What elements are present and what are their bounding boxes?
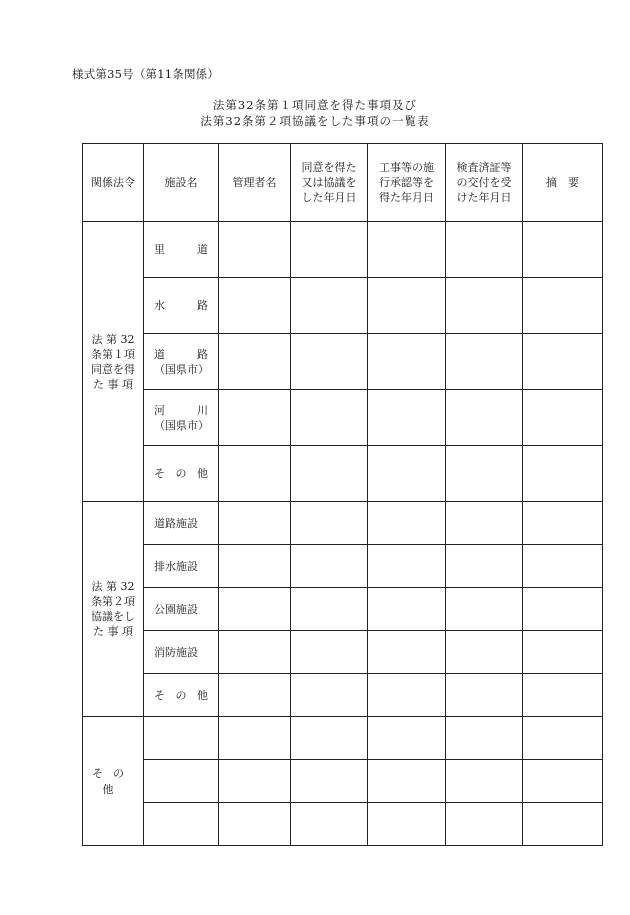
entry-cell[interactable]	[219, 446, 291, 502]
entry-cell[interactable]	[523, 278, 603, 334]
column-header-line: 行承認等を	[379, 176, 434, 189]
facility-name-text	[154, 559, 208, 574]
table-row	[83, 803, 603, 846]
facility-name-part: の	[175, 467, 187, 480]
entry-cell[interactable]	[446, 631, 523, 674]
facility-name-text	[154, 602, 208, 617]
entry-cell[interactable]	[219, 631, 291, 674]
entry-cell[interactable]	[291, 588, 368, 631]
entry-cell[interactable]	[446, 717, 523, 760]
title-line-2: 法第32条第２項協議をした事項の一覧表	[200, 114, 430, 128]
table-row	[83, 502, 603, 545]
column-header-line: 施設名	[164, 176, 198, 189]
column-header-line: 得た年月日	[379, 191, 434, 204]
facility-name-part: 他	[197, 688, 208, 702]
table-row	[83, 334, 603, 390]
header-row	[83, 144, 603, 222]
entry-cell[interactable]	[446, 446, 523, 502]
facility-name	[144, 334, 219, 390]
law-group-label-line: 協議をし	[91, 610, 135, 623]
law-group-label-line: 条第２項	[91, 595, 135, 608]
entry-cell[interactable]	[368, 545, 446, 588]
facility-name-part: そ	[154, 467, 165, 480]
law-group-label	[83, 502, 144, 717]
facility-name-line	[154, 362, 208, 377]
facility-name-line	[154, 298, 208, 313]
law-group-label-line: た 事 項	[93, 625, 133, 638]
entry-cell[interactable]	[291, 390, 368, 446]
entry-cell[interactable]	[219, 674, 291, 717]
column-header	[83, 144, 144, 222]
entry-cell[interactable]	[368, 588, 446, 631]
entry-cell[interactable]	[291, 631, 368, 674]
facility-name	[144, 390, 219, 446]
entry-cell[interactable]	[446, 760, 523, 803]
entry-cell[interactable]	[523, 390, 603, 446]
entry-cell[interactable]	[368, 674, 446, 717]
document-title	[0, 97, 630, 129]
table-row	[83, 222, 603, 278]
facility-name-part: 公園施設	[154, 602, 198, 616]
column-header	[368, 144, 446, 222]
facility-name-line	[154, 559, 208, 574]
entry-cell[interactable]	[368, 222, 446, 278]
facility-name	[144, 278, 219, 334]
entry-cell[interactable]	[144, 803, 219, 846]
column-header-line: 関係法令	[91, 176, 135, 189]
entry-cell[interactable]	[219, 222, 291, 278]
column-header-line: 管理者名	[232, 176, 277, 189]
facility-name-part: の	[175, 688, 187, 702]
facility-name	[144, 674, 219, 717]
entry-cell[interactable]	[291, 334, 368, 390]
column-header-line: した年月日	[301, 191, 357, 204]
entry-cell[interactable]	[368, 278, 446, 334]
facility-name-line	[154, 688, 208, 703]
entry-cell[interactable]	[291, 717, 368, 760]
column-header-line: の交付を受	[456, 176, 512, 189]
table-row	[83, 545, 603, 588]
entry-cell[interactable]	[446, 278, 523, 334]
facility-name-part: 里	[154, 243, 165, 256]
facility-name-part: 川	[197, 403, 208, 417]
entry-cell[interactable]	[368, 760, 446, 803]
facility-name	[144, 222, 219, 278]
column-header-line: けた年月日	[456, 191, 512, 204]
entry-cell[interactable]	[523, 502, 603, 545]
entry-cell[interactable]	[523, 674, 603, 717]
column-header-line: 工事等の施	[379, 161, 434, 174]
facility-name-text	[154, 516, 208, 531]
facility-name-line	[154, 466, 208, 481]
table-row	[83, 717, 603, 760]
entry-cell[interactable]	[523, 222, 603, 278]
entry-cell[interactable]	[291, 278, 368, 334]
facility-name-part: 排水施設	[154, 559, 198, 573]
facility-name-part: そ	[154, 688, 165, 702]
entry-cell[interactable]	[219, 334, 291, 390]
facility-name-line	[154, 403, 208, 418]
facility-name-text	[154, 403, 208, 433]
entry-cell[interactable]	[219, 717, 291, 760]
entry-cell[interactable]	[446, 502, 523, 545]
facility-name-part: 道	[154, 347, 165, 361]
table-row	[83, 760, 603, 803]
facility-name-text	[154, 347, 208, 377]
facility-name-text	[154, 242, 208, 257]
facility-name-text	[154, 466, 208, 481]
facility-name	[144, 545, 219, 588]
column-header-line: 検査済証等	[456, 161, 512, 174]
entry-cell[interactable]	[368, 390, 446, 446]
entry-cell[interactable]	[446, 334, 523, 390]
facility-name-text	[154, 645, 208, 660]
column-header	[144, 144, 219, 222]
entry-cell[interactable]	[219, 278, 291, 334]
column-header	[446, 144, 523, 222]
table-row	[83, 631, 603, 674]
law-group-label-line: 法 第 32	[91, 580, 135, 593]
title-line-1: 法第32条第１項同意を得た事項及び	[212, 98, 418, 112]
entry-cell[interactable]	[368, 803, 446, 846]
table-body	[83, 222, 603, 846]
facility-name-line	[154, 516, 208, 531]
facility-name-part: 他	[197, 467, 208, 480]
entry-cell[interactable]	[446, 674, 523, 717]
entry-cell[interactable]	[291, 545, 368, 588]
law-group-label-line: 同意を得	[91, 362, 135, 376]
facility-name-part: 路	[197, 347, 208, 361]
table-row	[83, 278, 603, 334]
facility-name-part: 道	[197, 243, 208, 256]
entry-cell[interactable]	[523, 545, 603, 588]
entry-cell[interactable]	[523, 446, 603, 502]
facility-name-part: 河	[154, 403, 165, 417]
entry-cell[interactable]	[144, 760, 219, 803]
facility-name-part: （国県市）	[154, 362, 209, 376]
entry-cell[interactable]	[446, 222, 523, 278]
law-group-label-line: 法 第 32	[91, 332, 135, 346]
facility-name	[144, 446, 219, 502]
facility-name	[144, 588, 219, 631]
column-header-line: 同意を得た	[301, 161, 357, 174]
entry-cell[interactable]	[523, 717, 603, 760]
entry-cell[interactable]	[144, 717, 219, 760]
entry-cell[interactable]	[368, 334, 446, 390]
facility-name-part: 路	[197, 299, 208, 312]
facility-name-part: 消防施設	[154, 645, 198, 659]
facility-name-text	[154, 298, 208, 313]
other-group-label: その他	[83, 717, 144, 846]
consent-ledger-table	[82, 143, 603, 846]
entry-cell[interactable]	[291, 222, 368, 278]
entry-cell[interactable]	[368, 502, 446, 545]
entry-cell[interactable]	[446, 545, 523, 588]
column-header	[523, 144, 603, 222]
facility-name-text	[154, 688, 208, 703]
entry-cell[interactable]	[219, 760, 291, 803]
entry-cell[interactable]	[291, 674, 368, 717]
entry-cell[interactable]	[219, 390, 291, 446]
facility-name-part: 水	[154, 299, 165, 312]
entry-cell[interactable]	[219, 803, 291, 846]
table-row	[83, 588, 603, 631]
entry-cell[interactable]	[368, 717, 446, 760]
entry-cell[interactable]	[291, 803, 368, 846]
facility-name-line	[154, 347, 208, 362]
facility-name-line	[154, 242, 208, 257]
column-header-line: 摘 要	[546, 176, 579, 189]
form-number: 様式第35号（第11条関係）	[72, 67, 220, 81]
table-row	[83, 446, 603, 502]
column-header	[219, 144, 291, 222]
facility-name-line	[154, 645, 208, 660]
entry-cell[interactable]	[523, 760, 603, 803]
law-group-label-line: 条第１項	[91, 347, 135, 361]
entry-cell[interactable]	[523, 803, 603, 846]
entry-cell[interactable]	[291, 502, 368, 545]
facility-name	[144, 631, 219, 674]
entry-cell[interactable]	[291, 446, 368, 502]
entry-cell[interactable]	[368, 446, 446, 502]
facility-name-part: 道路施設	[154, 516, 198, 530]
entry-cell[interactable]	[523, 334, 603, 390]
law-group-label-line: た 事 項	[93, 377, 133, 391]
entry-cell[interactable]	[368, 631, 446, 674]
entry-cell[interactable]	[446, 588, 523, 631]
entry-cell[interactable]	[523, 588, 603, 631]
table-row	[83, 390, 603, 446]
entry-cell[interactable]	[446, 390, 523, 446]
facility-name	[144, 502, 219, 545]
entry-cell[interactable]	[523, 631, 603, 674]
entry-cell[interactable]	[446, 803, 523, 846]
entry-cell[interactable]	[291, 760, 368, 803]
facility-name-part: （国県市）	[154, 418, 209, 432]
facility-name-line	[154, 602, 208, 617]
column-header	[291, 144, 368, 222]
entry-cell[interactable]	[219, 588, 291, 631]
entry-cell[interactable]	[219, 545, 291, 588]
entry-cell[interactable]	[219, 502, 291, 545]
law-group-label	[83, 222, 144, 502]
table-row	[83, 674, 603, 717]
facility-name-line	[154, 418, 208, 433]
column-header-line: 又は協議を	[301, 176, 357, 189]
